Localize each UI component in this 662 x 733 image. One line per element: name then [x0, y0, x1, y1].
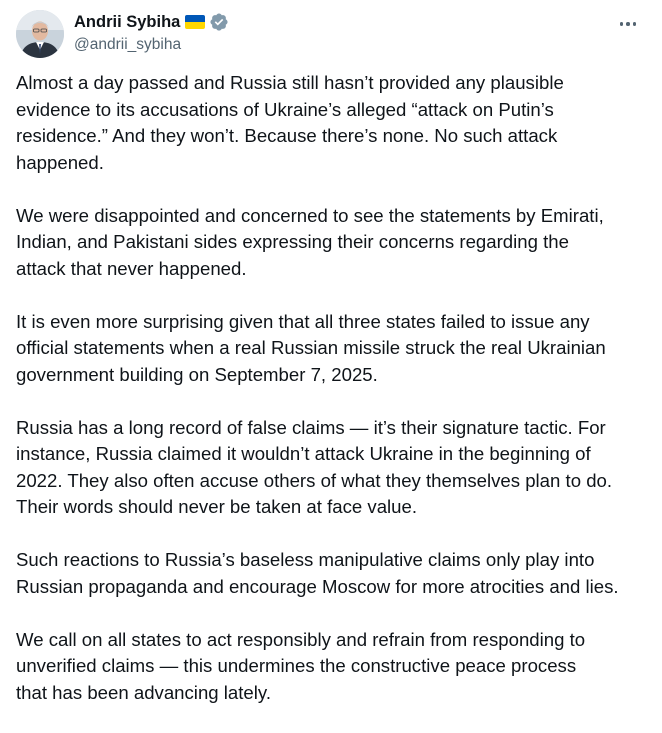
- text-line: residence.” And they won’t. Because there’s none. No such attack: [16, 125, 558, 146]
- tweet-paragraph: [16, 70, 656, 176]
- text-line: Their words should never be taken at face value.: [16, 496, 418, 517]
- text-line: attack that never happened.: [16, 257, 247, 279]
- verified-badge-icon[interactable]: [209, 12, 229, 32]
- tweet-paragraph: [16, 309, 656, 389]
- text-line: Russia has a long record of false claims — it’s their signature tactic. For: [16, 416, 606, 438]
- text-line: It is even more surprising given that all three states failed to issue any: [16, 310, 590, 332]
- ukraine-flag-icon: [185, 15, 205, 29]
- text-line: official statements when a real Russian missile struck the real Ukrainian: [16, 337, 606, 358]
- text-line: Almost a day passed and Russia still hasn’t provided any plausible: [16, 72, 564, 93]
- avatar[interactable]: [16, 10, 64, 58]
- tweet-paragraph: [16, 203, 656, 283]
- text-line: happened.: [16, 151, 104, 173]
- more-dot-icon: [633, 22, 637, 26]
- text-line: that has been advancing lately.: [16, 681, 271, 703]
- tweet-paragraph: [16, 627, 656, 707]
- more-dot-icon: [626, 22, 630, 26]
- author-handle[interactable]: @andrii_sybiha: [74, 36, 182, 53]
- text-line: Such reactions to Russia’s baseless manipulative claims only play into: [16, 549, 595, 570]
- text-line: 2022. They also often accuse others of what they themselves plan to do.: [16, 469, 613, 491]
- author-display-name[interactable]: Andrii Sybiha: [74, 12, 181, 31]
- text-line: We call on all states to act responsibly and refrain from responding to: [16, 628, 586, 650]
- text-line: unverified claims — this undermines the constructive peace process: [16, 655, 577, 676]
- author-names: [74, 11, 229, 54]
- name-row: [74, 11, 229, 33]
- tweet-paragraph: [16, 415, 656, 521]
- tweet-header: [16, 10, 646, 58]
- text-line: Russian propaganda and encourage Moscow for more atrocities and lies.: [16, 575, 619, 597]
- tweet-paragraph: [16, 547, 656, 600]
- text-line: We were disappointed and concerned to see the statements by Emirati,: [16, 204, 604, 226]
- more-dot-icon: [620, 22, 624, 26]
- text-line: evidence to its accusations of Ukraine’s alleged “attack on Putin’s: [16, 98, 554, 120]
- tweet-text: [16, 70, 656, 733]
- more-options-button[interactable]: [614, 14, 642, 34]
- text-line: Indian, and Pakistani sides expressing their concerns regarding the: [16, 231, 569, 252]
- avatar-portrait-icon: [16, 10, 64, 58]
- text-line: government building on September 7, 2025.: [16, 363, 378, 385]
- text-line: instance, Russia claimed it wouldn’t attack Ukraine in the beginning of: [16, 443, 591, 464]
